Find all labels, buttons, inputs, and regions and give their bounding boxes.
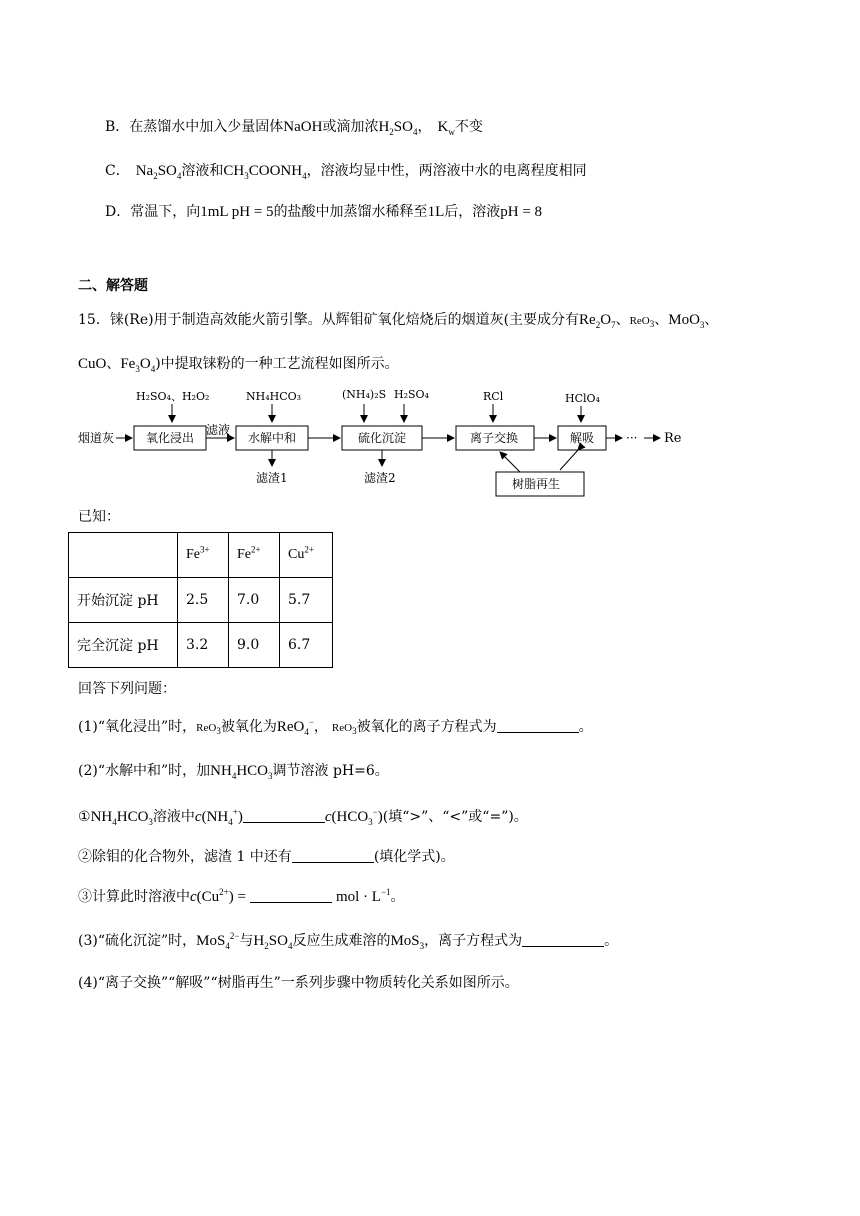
part-2-3: ③计算此时溶液中$c(Cu^{2+})$ = mol · $L^{-1}$。 xyxy=(78,887,405,905)
answer-blank-2-3[interactable] xyxy=(250,888,332,903)
flow-step3: 硫化沉淀 xyxy=(358,431,407,445)
flow-step3-input-b: H₂SO₄ xyxy=(394,388,429,401)
flow-step1-input: H₂SO₄、H₂O₂ xyxy=(136,390,210,403)
table-header-row xyxy=(69,533,333,578)
flow-product: Re xyxy=(664,431,682,446)
table-header-fe3: $Fe^{3+}$ xyxy=(178,533,229,578)
flow-step2: 水解中和 xyxy=(248,431,297,445)
table-cell: 5.7 xyxy=(280,578,333,623)
part-3: (3)“硫化沉淀”时，MoS$_4^{2-}$与$H_2SO_4$反应生成难溶的MoS$_3$，离子方程式为 。 xyxy=(78,931,619,951)
flow-residue2: 滤渣2 xyxy=(364,471,396,485)
table-row xyxy=(69,578,333,623)
table-row xyxy=(69,623,333,668)
table-cell: 6.7 xyxy=(280,623,333,668)
table-header-fe2: $Fe^{2+}$ xyxy=(229,533,280,578)
table-cell: 3.2 xyxy=(178,623,229,668)
flow-ellipsis: ··· xyxy=(626,431,638,445)
flow-residue1: 滤渣1 xyxy=(256,471,288,485)
part-2: (2)“水解中和”时，加$NH_4HCO_3$调节溶液 pH=6。 xyxy=(78,763,389,781)
flow-step4: 离子交换 xyxy=(470,431,519,445)
table-cell: 9.0 xyxy=(229,623,280,668)
answer-blank-3[interactable] xyxy=(522,932,604,947)
table-cell: 7.0 xyxy=(229,578,280,623)
answer-blank-2-1[interactable] xyxy=(243,808,325,823)
flow-regen: 树脂再生 xyxy=(512,477,561,491)
part-4: (4)“离子交换”“解吸”“树脂再生”一系列步骤中物质转化关系如图所示。 xyxy=(78,975,519,991)
answer-prompt: 回答下列问题： xyxy=(78,681,176,697)
process-flow-diagram xyxy=(0,384,860,504)
flow-step4-input: RCl xyxy=(483,390,504,403)
known-label: 已知： xyxy=(78,509,120,525)
part-2-1: $①NH_4HCO_3$溶液中$c(NH_4^+)$ $c(HCO_3^-)$(填“>”、“<”或“=”)。 xyxy=(78,807,528,827)
table-row-label: 完全沉淀 pH xyxy=(69,623,178,668)
part-1: (1)“氧化浸出”时，ReO$_3$被氧化为ReO$_4$−， ReO$_3$被氧化的离子方程式为 。 xyxy=(78,717,593,737)
flow-start: 烟道灰 xyxy=(78,431,115,445)
flow-step1: 氧化浸出 xyxy=(146,431,195,445)
flow-step3-input-a: (NH₄)₂S xyxy=(342,388,387,401)
section-title: 二、解答题 xyxy=(78,278,148,294)
flow-step5: 解吸 xyxy=(570,431,595,445)
table-row-label: 开始沉淀 pH xyxy=(69,578,178,623)
option-b: B．在蒸馏水中加入少量固体NaOH或滴加浓$H_2SO_4$， $K_w$不变 xyxy=(105,119,483,137)
flow-step5-input: HClO₄ xyxy=(565,392,600,405)
table-cell: 2.5 xyxy=(178,578,229,623)
precipitation-table xyxy=(68,532,333,668)
table-corner xyxy=(69,533,178,578)
part-2-2: ②除钼的化合物外，滤渣 1 中还有 (填化学式)。 xyxy=(78,849,455,865)
answer-blank-1[interactable] xyxy=(497,718,579,733)
flow-filtrate: 滤液 xyxy=(206,423,231,437)
question-15-line2: CuO、$Fe_3O_4$)中提取铼粉的一种工艺流程如图所示。 xyxy=(78,356,399,374)
answer-blank-2-2[interactable] xyxy=(292,848,374,863)
question-15-line1: 15．铼(Re)用于制造高效能火箭引擎。从辉钼矿氧化焙烧后的烟道灰(主要成分有$Re_2O_7$、ReO$_3$、MoO$_3$、 xyxy=(78,312,719,330)
option-d: D．常温下，向1mL pH = 5的盐酸中加蒸馏水稀释至1L后，溶液pH = 8 xyxy=(105,204,543,220)
option-c: C． $Na_2SO_4$溶液和$CH_3COONH_4$，溶液均显中性，两溶液中水的电离程度相同 xyxy=(105,163,587,181)
table-header-cu2: $Cu^{2+}$ xyxy=(280,533,333,578)
flow-step2-input: NH₄HCO₃ xyxy=(246,390,302,403)
